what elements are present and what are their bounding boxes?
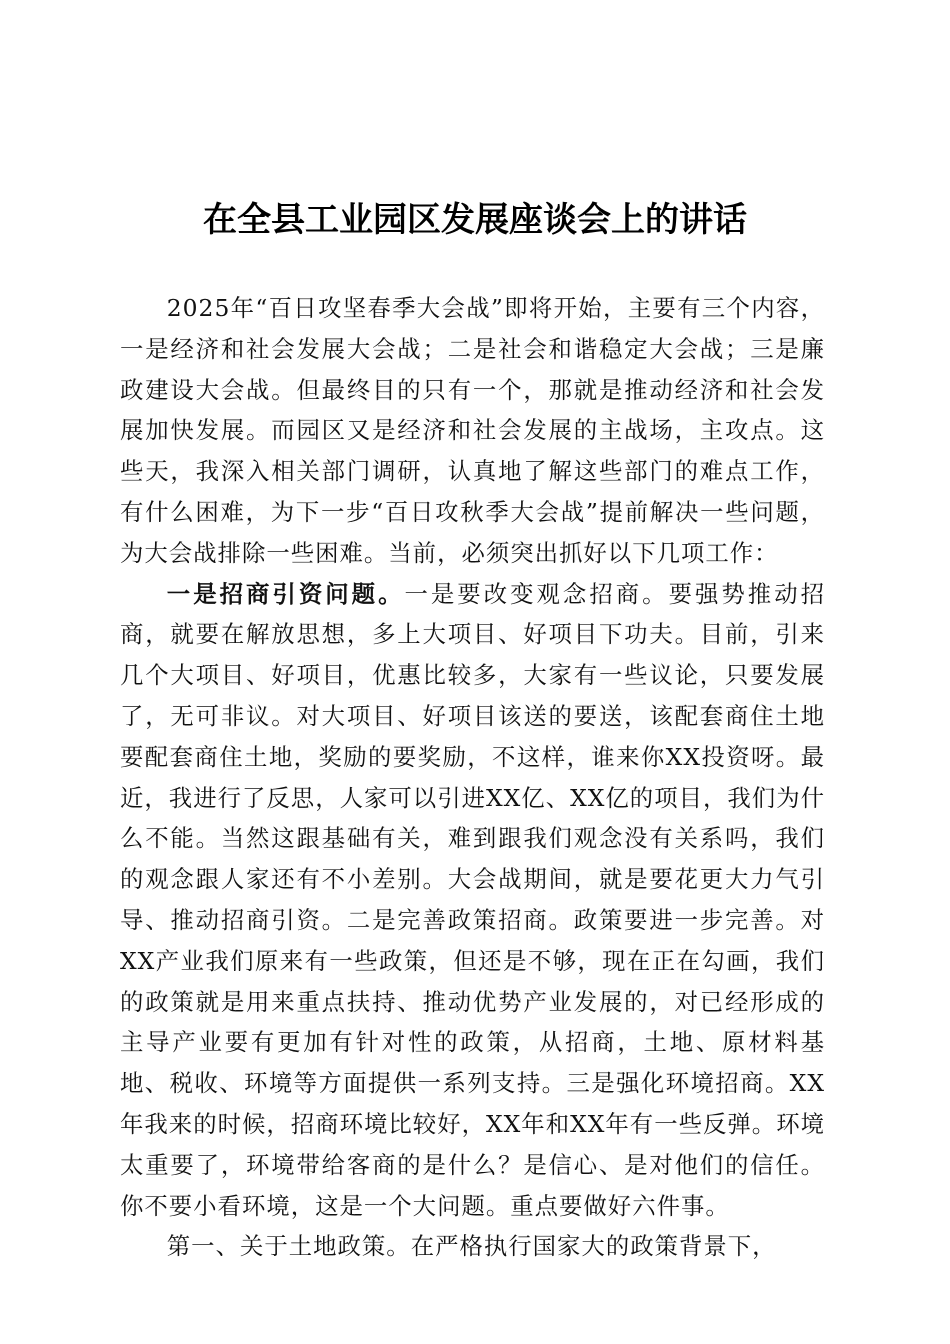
paragraph-text: 第一、关于土地政策。在严格执行国家大的政策背景下， xyxy=(166,1232,777,1261)
paragraph-text: 一是要改变观念招商。要强势推动招商，就要在解放思想，多上大项目、好项目下功夫。目前，引来几个大项目、好项目，优惠比较多，大家有一些议论，只要发展了，无可非议。对大项目、好项目该送的要送，该配套商住土地要配套商住土地，奖励的要奖励，不这样，谁来你XX投资呀。最近，我进行了反思，人家可以引进XX亿、XX亿的项目，我们为什么不能。当然这跟基础有关，难到跟我们观念没有关系吗，我们的观念跟人家还有不小差别。大会战期间，就是要花更大力气引导、推动招商引资。二是完善政策招商。政策要进一步完善。对XX产业我们原来有一些政策，但还是不够，现在正在勾画，我们的政策就是用来重点扶持、推动优势产业发展的，对已经形成的主导产业要有更加有针对性的政策，从招商，土地、原材料基地、税收、环境等方面提供一系列支持。三是强化环境招商。XX年我来的时候，招商环境比较好，XX年和XX年有一些反弹。环境太重要了，环境带给客商的是什么？是信心、是对他们的信任。你不要小看环境，这是一个大问题。重点要做好六件事。 xyxy=(120,579,826,1220)
paragraph-lead-heading: 一是招商引资问题。 xyxy=(166,579,405,608)
document-title: 在全县工业园区发展座谈会上的讲话 xyxy=(203,200,747,240)
paragraph-land-policy xyxy=(120,1226,825,1267)
paragraph-investment xyxy=(120,574,825,1227)
paragraph-intro xyxy=(120,288,825,574)
paragraph-text: 2025年“百日攻坚春季大会战”即将开始，主要有三个内容，一是经济和社会发展大会战；二是社会和谐稳定大会战；三是廉政建设大会战。但最终目的只有一个，那就是推动经济和社会发展加快发展。而园区又是经济和社会发展的主战场，主攻点。这些天，我深入相关部门调研，认真地了解这些部门的难点工作，有什么困难，为下一步“百日攻秋季大会战”提前解决一些问题，为大会战排除一些困难。当前，必须突出抓好以下几项工作： xyxy=(120,294,825,567)
document-body xyxy=(120,288,825,1267)
